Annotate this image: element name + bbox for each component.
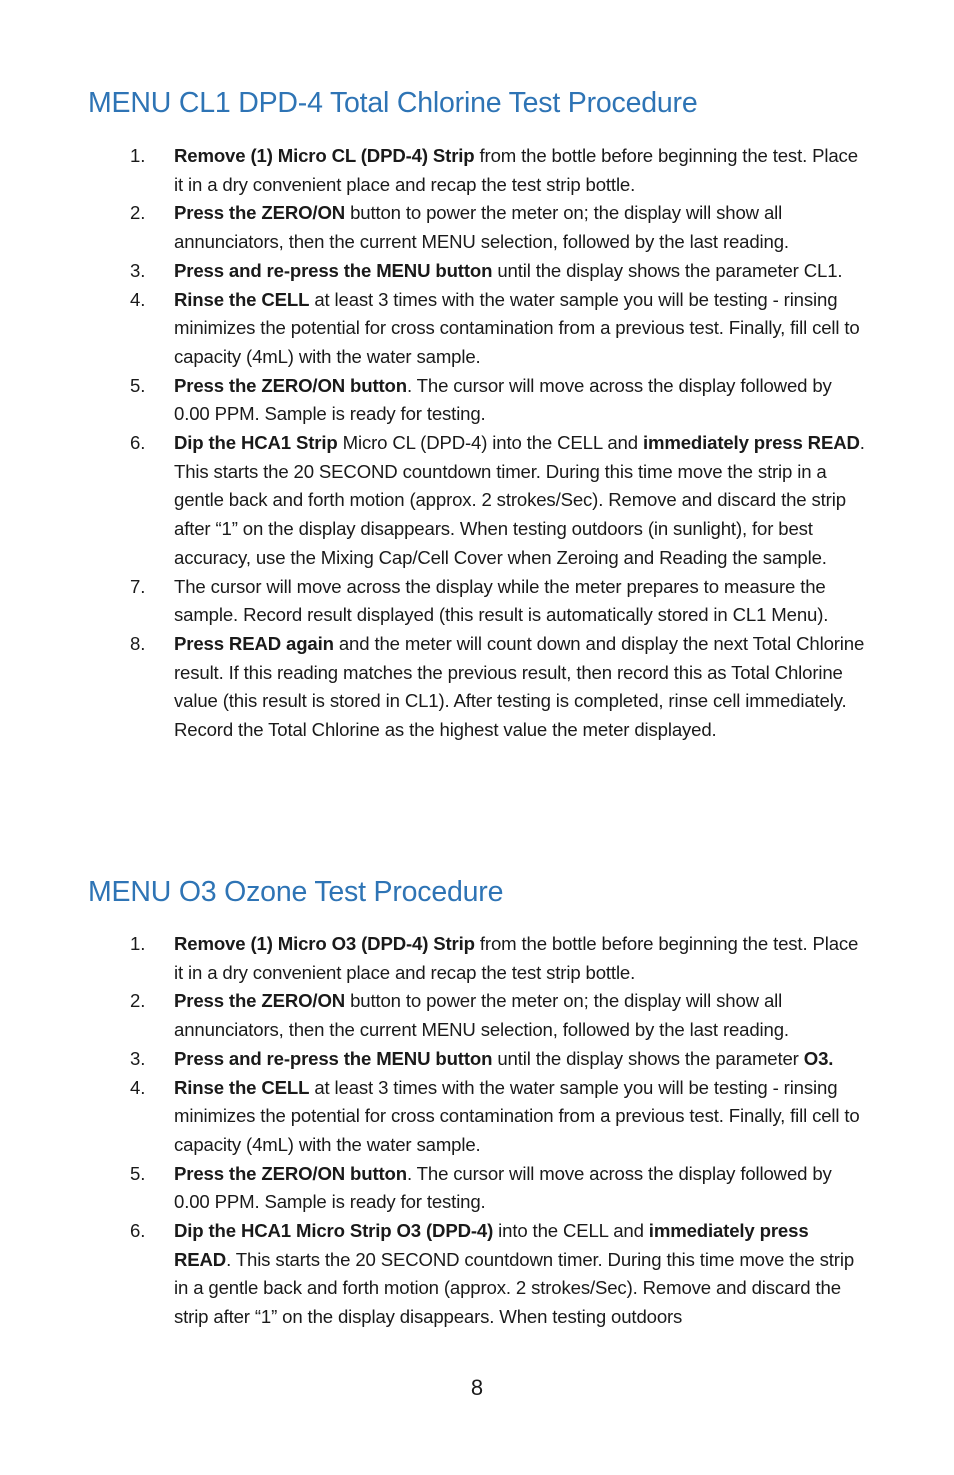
step-bold-text: Press the ZERO/ON button <box>174 374 407 396</box>
step-bold-text: Press READ again <box>174 632 334 654</box>
step-text: . This starts the 20 SECOND countdown timer. During this time move the strip in a gentle back and forth motion (approx. 2 strokes/Sec). Remove and discard the strip after “1” on the display disappears. When testing outdoors <box>174 1248 855 1328</box>
step-number: 7. <box>130 575 146 597</box>
list-item <box>0 1217 954 1332</box>
step-bold-text: Rinse the CELL <box>174 288 310 310</box>
total-chlorine-steps <box>0 142 954 745</box>
page-number: 8 <box>470 1375 484 1400</box>
step-text: at least 3 times with the water sample you will be testing - rinsing minimizes the potential for cross contamination from a previous test. Finally, fill cell to capacity (4mL) with the water sample. <box>174 1076 860 1155</box>
step-bold-text: Press the ZERO/ON button <box>174 1162 407 1184</box>
step-number: 5. <box>130 374 146 396</box>
list-item <box>0 372 954 429</box>
step-number: 8. <box>130 632 146 654</box>
step-text: The cursor will move across the display while the meter prepares to measure the sample. Record result displayed (this result is automatically stored in CL1 Menu). <box>174 575 829 626</box>
step-bold-text: Dip the HCA1 Micro Strip O3 (DPD-4) <box>174 1220 494 1242</box>
step-bold-text: Rinse the CELL <box>174 1076 310 1098</box>
step-bold-text: Remove (1) Micro O3 (DPD-4) Strip <box>174 933 475 954</box>
step-bold-text: Press and re-press the MENU button <box>174 1047 493 1069</box>
step-bold-text: immediately press READ <box>174 1220 809 1270</box>
step-text: . The cursor will move across the display followed by 0.00 PPM. Sample is ready for testing. <box>174 1162 832 1213</box>
step-bold-text: O3. <box>803 1047 834 1069</box>
list-item <box>0 199 954 256</box>
section-heading-ozone: MENU O3 Ozone Test Procedure <box>88 876 504 908</box>
step-number: 6. <box>130 1220 146 1242</box>
list-item <box>0 1074 954 1160</box>
step-number: 4. <box>130 288 146 310</box>
ozone-steps <box>0 930 954 1332</box>
step-text: from the bottle before beginning the test. Place it in a dry convenient place and recap the test strip bottle. <box>174 145 858 195</box>
step-text: . This starts the 20 SECOND countdown timer. During this time move the strip in a gentle back and forth motion (approx. 2 strokes/Sec). Remove and discard the strip after “1” on the display disappears. When testing outdoors (in sunlight), for best accuracy, use the Mixing Cap/Cell Cover when Zeroing and Reading the sample. <box>174 432 865 568</box>
step-text: and the meter will count down and display the next Total Chlorine result. If this reading matches the previous result, then record this as Total Chlorine value (this result is stored in CL1). After testing is completed, rinse cell immediately. Record the Total Chlorine as the highest value the meter displayed. <box>174 632 865 741</box>
step-text: . The cursor will move across the display followed by 0.00 PPM. Sample is ready for testing. <box>174 374 832 425</box>
step-number: 2. <box>130 990 146 1012</box>
list-item <box>0 930 954 987</box>
list-item <box>0 286 954 372</box>
step-number: 3. <box>130 1047 146 1069</box>
step-number: 4. <box>130 1076 146 1098</box>
step-bold-text: Press and re-press the MENU button <box>174 259 493 281</box>
step-text: button to power the meter on; the display will show all annunciators, then the current MENU selection, followed by the last reading. <box>174 990 789 1041</box>
list-item <box>0 630 954 745</box>
step-number: 3. <box>130 259 146 281</box>
step-number: 2. <box>130 202 146 224</box>
step-text: at least 3 times with the water sample you will be testing - rinsing minimizes the potential for cross contamination from a previous test. Finally, fill cell to capacity (4mL) with the water sample. <box>174 288 860 367</box>
list-item <box>0 257 954 286</box>
section-heading-total-chlorine: MENU CL1 DPD-4 Total Chlorine Test Procedure <box>88 87 698 119</box>
step-bold-text: Press the ZERO/ON <box>174 990 346 1012</box>
step-number: 6. <box>130 432 146 454</box>
step-number: 1. <box>130 933 146 954</box>
step-bold-text: immediately press READ <box>642 432 860 454</box>
step-text: button to power the meter on; the display will show all annunciators, then the current MENU selection, followed by the last reading. <box>174 202 789 253</box>
step-text: until the display shows the parameter CL1. <box>492 259 843 281</box>
step-bold-text: Dip the HCA1 Strip <box>174 432 338 454</box>
step-text: until the display shows the parameter <box>492 1047 804 1069</box>
step-bold-text: Press the ZERO/ON <box>174 202 346 224</box>
list-item <box>0 573 954 630</box>
list-item <box>0 142 954 199</box>
step-text: from the bottle before beginning the test. Place it in a dry convenient place and recap the test strip bottle. <box>174 933 859 983</box>
list-item <box>0 1160 954 1217</box>
list-item <box>0 429 954 573</box>
step-number: 5. <box>130 1162 146 1184</box>
step-number: 1. <box>130 145 146 166</box>
step-text: Micro CL (DPD-4) into the CELL and <box>337 432 643 454</box>
list-item <box>0 987 954 1044</box>
list-item <box>0 1045 954 1074</box>
step-bold-text: Remove (1) Micro CL (DPD-4) Strip <box>174 145 475 166</box>
step-text: into the CELL and <box>493 1220 649 1242</box>
